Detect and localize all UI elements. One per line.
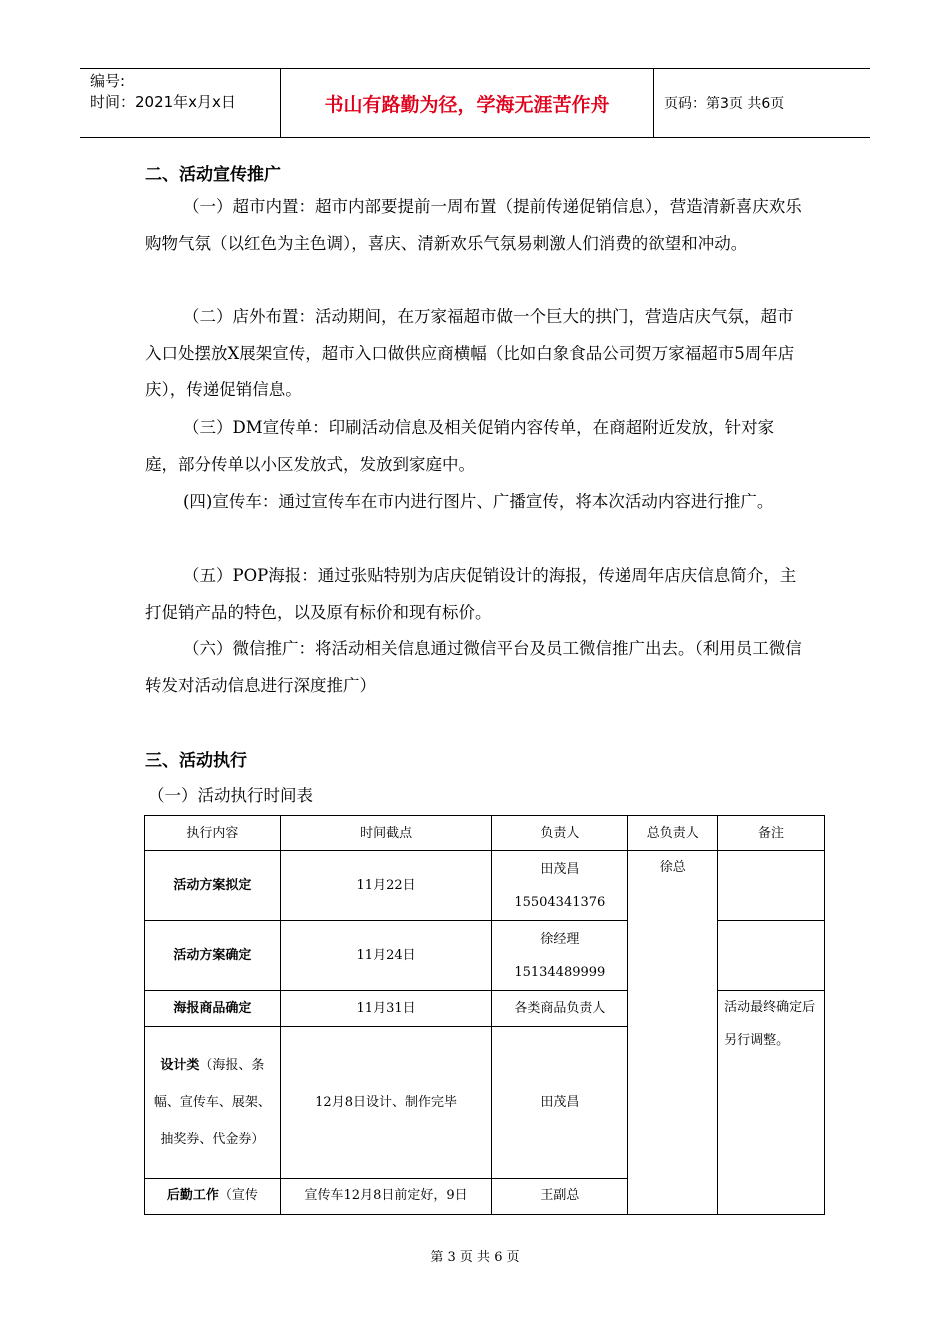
page-header: [80, 68, 870, 138]
time-cell: 宣传车12月8日前定好，9日: [280, 1179, 492, 1215]
note-cell: [718, 921, 825, 991]
task-cell: [145, 1027, 281, 1179]
paragraph-text: （二）店外布置：活动期间，在万家福超市做一个巨大的拱门，营造店庆气氛，超市入口处摆放X展架宣传，超市入口做供应商横幅（比如白象食品公司贺万家福超市5周年店庆），传递促销信息。: [145, 307, 795, 400]
task-title: 后勤工作: [166, 1188, 219, 1203]
header-motto: 书山有路勤为径，学海无涯苦作舟: [281, 69, 654, 137]
owner-cell: 田茂昌: [492, 1027, 628, 1179]
paragraph-text: （一）超市内置：超市内部要提前一周布置（提前传递促销信息），营造清新喜庆欢乐购物气氛（以红色为主色调），喜庆、清新欢乐气氛易刺激人们消费的欲望和冲动。: [145, 197, 802, 253]
header-cell: 总负责人: [628, 816, 718, 851]
header-cell: 时间截点: [280, 816, 492, 851]
time-cell: 11月24日: [280, 921, 492, 991]
owner-cell: [492, 851, 628, 921]
time-cell: 11月31日: [280, 991, 492, 1027]
section3-title: 三、活动执行: [145, 751, 247, 771]
table-row: [145, 991, 825, 1027]
header-meta: [80, 69, 281, 137]
doc-time-label: 时间：2021年x月x日: [90, 93, 236, 111]
table-header-row: [145, 816, 825, 851]
doc-number-label: 编号:: [90, 72, 126, 90]
task-cell: 活动方案确定: [145, 921, 281, 991]
chief-cell: 徐总: [628, 851, 718, 1215]
task-title: 设计类: [160, 1058, 200, 1073]
owner-name: 田茂昌: [540, 861, 580, 877]
paragraph-in-store: [145, 189, 805, 262]
owner-cell: [492, 921, 628, 991]
time-cell: 11月22日: [280, 851, 492, 921]
paragraph-text: （五）POP海报：通过张贴特别为店庆促销设计的海报，传递周年店庆信息简介，主打促销产品的特色，以及原有标价和现有标价。: [145, 566, 797, 622]
header-page-code: 页码：第3页 共6页: [664, 96, 785, 112]
section3-subtitle: （一）活动执行时间表: [148, 786, 313, 805]
paragraph-text: (四)宣传车：通过宣传车在市内进行图片、广播宣传，将本次活动内容进行推广。: [183, 492, 774, 511]
paragraph-dm-flyer: [145, 410, 805, 483]
paragraph-text: （三）DM宣传单：印刷活动信息及相关促销内容传单，在商超附近发放，针对家庭，部分传单以小区发放式，发放到家庭中。: [145, 418, 775, 474]
paragraph-wechat: [145, 631, 805, 704]
paragraph-pop-poster: [145, 558, 805, 631]
owner-phone: 15504341376: [514, 894, 606, 910]
time-cell: 12月8日设计、制作完毕: [280, 1027, 492, 1179]
header-cell: 执行内容: [145, 816, 281, 851]
paragraph-text: （六）微信推广：将活动相关信息通过微信平台及员工微信推广出去。（利用员工微信转发对活动信息进行深度推广）: [145, 639, 802, 695]
task-detail: （海报、条幅、宣传车、展架、抽奖券、代金券）: [153, 1058, 271, 1147]
owner-phone: 15134489999: [514, 964, 606, 980]
paragraph-outdoor: [145, 299, 805, 409]
task-detail: （宣传: [218, 1188, 258, 1203]
execution-schedule-table: [144, 815, 825, 1215]
table-row: [145, 851, 825, 921]
header-cell: 负责人: [492, 816, 628, 851]
section2-title: 二、活动宣传推广: [145, 165, 281, 185]
paragraph-promo-car: [145, 484, 805, 521]
owner-cell: 各类商品负责人: [492, 991, 628, 1027]
table-row: [145, 921, 825, 991]
page-footer: 第 3 页 共 6 页: [430, 1250, 520, 1265]
note-cell: [718, 851, 825, 921]
note-cell: 活动最终确定后另行调整。: [718, 991, 825, 1215]
task-cell: 活动方案拟定: [145, 851, 281, 921]
header-cell: 备注: [718, 816, 825, 851]
owner-name: 徐经理: [540, 931, 580, 947]
owner-cell: 王副总: [492, 1179, 628, 1215]
task-cell: [145, 1179, 281, 1215]
task-cell: 海报商品确定: [145, 991, 281, 1027]
